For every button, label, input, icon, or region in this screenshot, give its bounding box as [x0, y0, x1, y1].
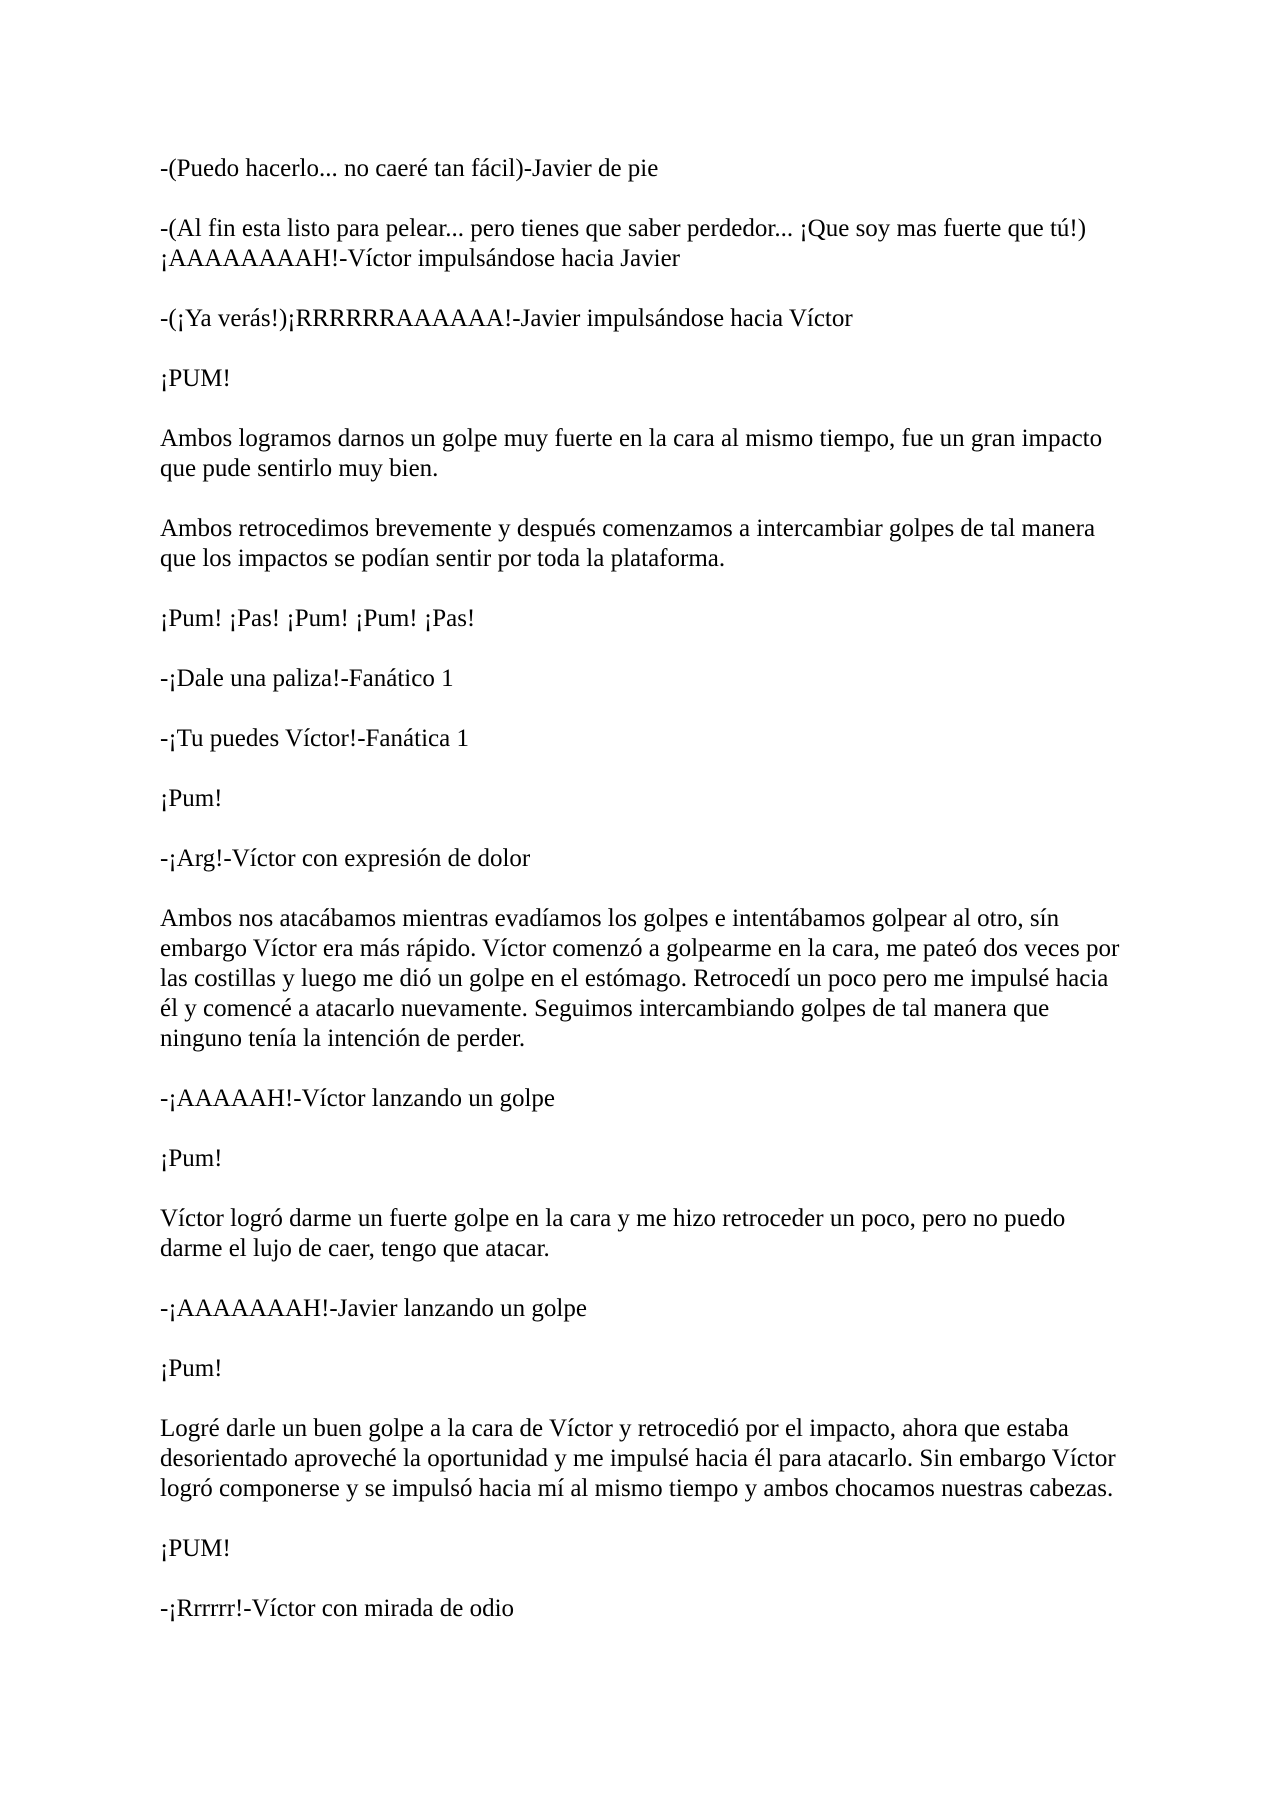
- paragraph: Ambos nos atacábamos mientras evadíamos los golpes e intentábamos golpear al otro, sín embargo Víctor era más rápido. Víctor comenzó a golpearme en la cara, me pateó dos veces por las costillas y luego me dió un golpe en el estómago. Retrocedí un poco pero me impulsé hacia él y comencé a atacarlo nuevamente. Seguimos intercambiando golpes de tal manera que ninguno tenía la intención de perder.: [160, 905, 1120, 1052]
- paragraph: -(¡Ya verás!)¡RRRRRRAAAAAA!-Javier impulsándose hacia Víctor: [160, 305, 853, 332]
- paragraph: -¡AAAAAH!-Víctor lanzando un golpe: [160, 1085, 556, 1112]
- paragraph: -¡Tu puedes Víctor!-Fanática 1: [160, 725, 469, 752]
- paragraph: -¡Dale una paliza!-Fanático 1: [160, 665, 454, 692]
- paragraph: Ambos retrocedimos brevemente y después comenzamos a intercambiar golpes de tal manera que los impactos se podían sentir por toda la plataforma.: [160, 515, 1096, 572]
- paragraph: ¡Pum! ¡Pas! ¡Pum! ¡Pum! ¡Pas!: [160, 605, 476, 632]
- paragraph: ¡PUM!: [160, 1535, 231, 1562]
- paragraph: -(Puedo hacerlo... no caeré tan fácil)-Javier de pie: [160, 155, 659, 182]
- paragraph: ¡Pum!: [160, 1145, 223, 1172]
- paragraph: -¡Arg!-Víctor con expresión de dolor: [160, 845, 531, 872]
- paragraph: ¡Pum!: [160, 785, 223, 812]
- paragraph: Víctor logró darme un fuerte golpe en la cara y me hizo retroceder un poco, pero no puedo darme el lujo de caer, tengo que atacar.: [160, 1205, 1066, 1262]
- paragraph: -¡Rrrrrr!-Víctor con mirada de odio: [160, 1595, 515, 1622]
- paragraph: -¡AAAAAAAH!-Javier lanzando un golpe: [160, 1295, 587, 1322]
- paragraph: Logré darle un buen golpe a la cara de Víctor y retrocedió por el impacto, ahora que estaba desorientado aproveché la oportunidad y me impulsé hacia él para atacarlo. Sin embargo Víctor logró componerse y se impulsó hacia mí al mismo tiempo y ambos chocamos nuestras cabezas.: [160, 1415, 1116, 1502]
- document-text-block: [160, 154, 1120, 1624]
- paragraph: Ambos logramos darnos un golpe muy fuerte en la cara al mismo tiempo, fue un gran impacto que pude sentirlo muy bien.: [160, 425, 1103, 482]
- paragraph: -(Al fin esta listo para pelear... pero tienes que saber perdedor... ¡Que soy mas fuerte que tú!) ¡AAAAAAAAH!-Víctor impulsándose hacia Javier: [160, 215, 1087, 272]
- paragraph: ¡PUM!: [160, 365, 231, 392]
- paragraph: ¡Pum!: [160, 1355, 223, 1382]
